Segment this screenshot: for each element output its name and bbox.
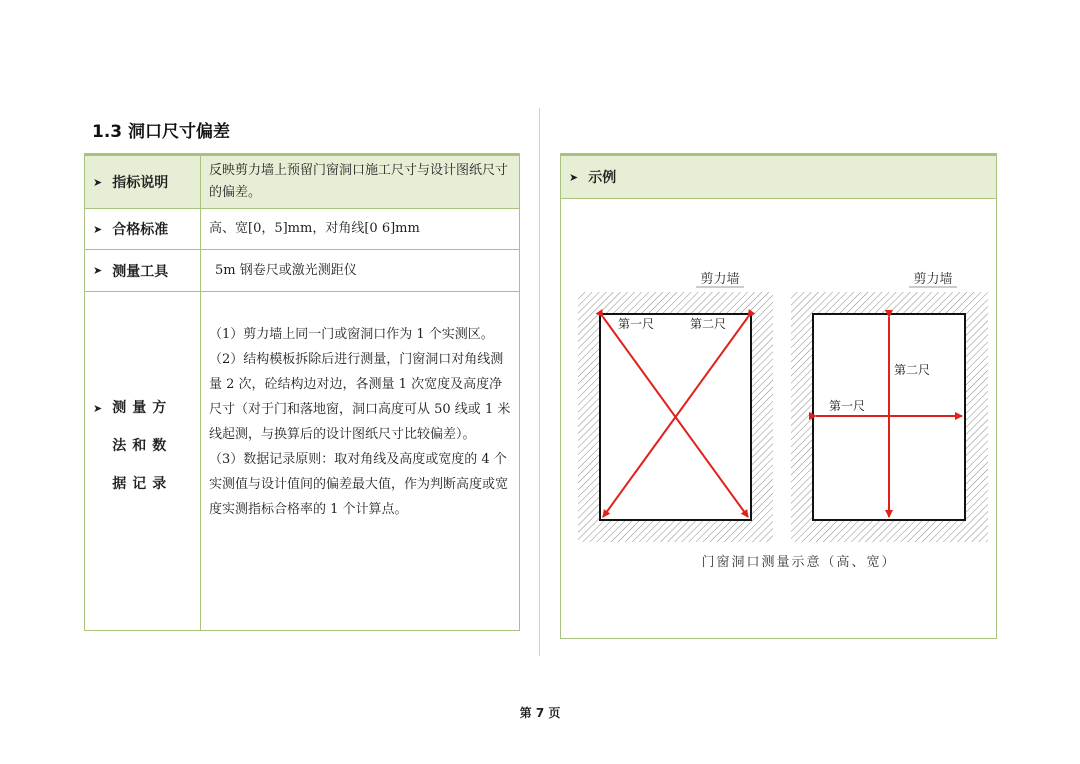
example-title: 示例 (588, 170, 617, 186)
row-value: 反映剪力墙上预留门窗洞口施工尺寸与设计图纸尺寸的偏差。 (201, 156, 519, 208)
right-diagram (791, 270, 988, 542)
arrow-bullet-icon: ➤ (569, 170, 579, 184)
ruler-label-1: 第一尺 (618, 317, 655, 331)
wall-label: 剪力墙 (913, 272, 953, 287)
wall-label: 剪力墙 (700, 272, 740, 287)
method-line: （1）剪力墙上同一门或窗洞口作为 1 个实测区。 (209, 327, 494, 342)
arrow-bullet-icon: ➤ (93, 175, 103, 189)
row-label: 测量方法和数据记录 (112, 400, 173, 492)
arrow-bullet-icon: ➤ (93, 402, 103, 415)
diagram-caption: 门窗洞口测量示意（高、宽） (701, 555, 897, 570)
left-diagram (578, 270, 773, 542)
page-number: 第 7 页 (519, 706, 561, 720)
ruler-label-2: 第二尺 (690, 317, 727, 331)
ruler-label-1: 第一尺 (829, 399, 866, 413)
row-value: 高、宽[0，5]mm，对角线[0 6]mm (209, 221, 420, 236)
ruler-label-2: 第二尺 (894, 363, 931, 377)
method-line: （3）数据记录原则：取对角线及高度或宽度的 4 个实测值与设计值间的偏差最大值，作为判断高度或宽度实测指标合格率的 1 个计算点。 (209, 452, 509, 517)
section-title: 1.3 洞口尺寸偏差 (92, 122, 231, 142)
row-label: 指标说明 (112, 175, 169, 191)
arrow-bullet-icon: ➤ (93, 222, 103, 236)
method-line: （2）结构模板拆除后进行测量，门窗洞口对角线测量 2 次，砼结构边对边，各测量 1 次宽度及高度净尺寸（对于门和落地窗，洞口高度可从 50 线或 1 米线起测，与换算后的设计图纸尺寸比较偏差）。 (209, 352, 511, 442)
row-label: 测量工具 (112, 263, 169, 280)
row-value: 5m 钢卷尺或激光测距仪 (215, 262, 357, 278)
row-label: 合格标准 (112, 222, 169, 238)
arrow-bullet-icon: ➤ (93, 264, 103, 277)
